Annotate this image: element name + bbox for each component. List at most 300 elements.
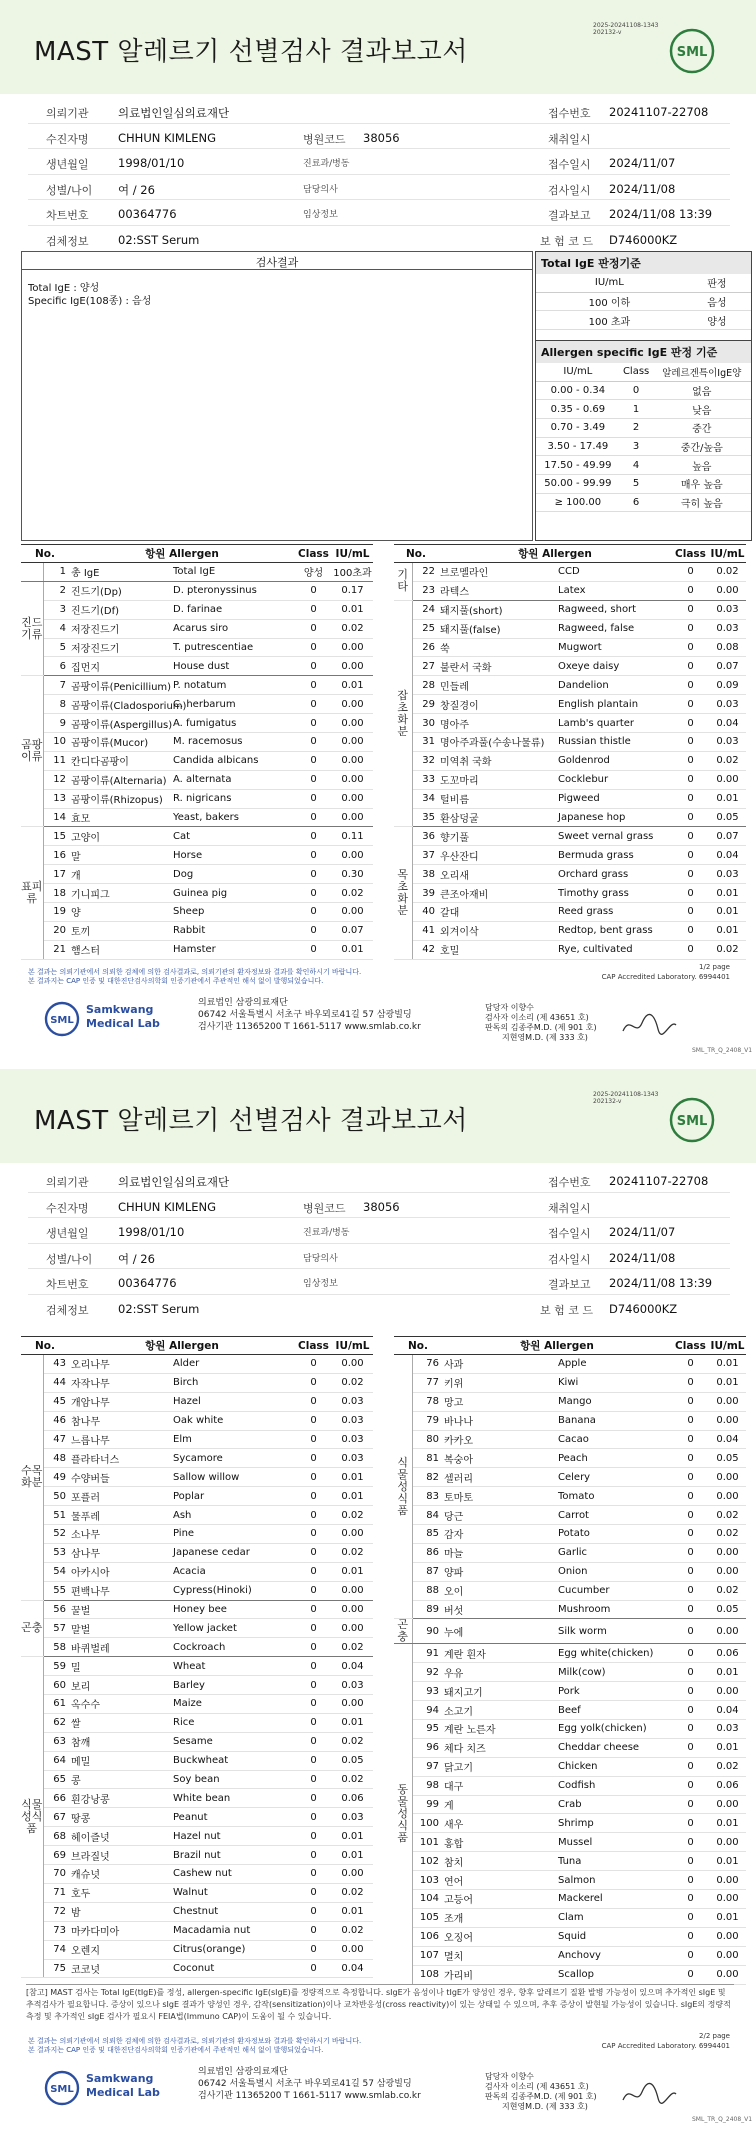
allergen-class: 0: [295, 1487, 332, 1506]
criteria-cell: 100 이하: [536, 292, 683, 311]
allergen-value: 0.01: [332, 600, 373, 619]
allergen-no: 16: [43, 846, 69, 865]
allergen-english: Alder: [173, 1355, 295, 1374]
allergen-class: 0: [672, 808, 709, 827]
allergen-english: Sallow willow: [173, 1468, 295, 1487]
allergen-korean: 소나무: [69, 1525, 173, 1544]
allergen-value: 0.00: [332, 1940, 373, 1959]
allergen-no: 41: [412, 921, 438, 940]
allergen-korean: 편백나무: [69, 1581, 173, 1600]
allergen-english: Cockroach: [173, 1638, 295, 1657]
allergen-no: 71: [43, 1883, 69, 1902]
allergen-english: Pine: [173, 1525, 295, 1544]
criteria-cell: 6: [620, 493, 653, 512]
allergen-row: [21, 751, 373, 770]
allergen-value: 0.02: [709, 1525, 746, 1544]
svg-text:SML: SML: [50, 2084, 74, 2095]
allergen-class: 0: [295, 1902, 332, 1921]
criteria-cell: ≥ 100.00: [536, 493, 620, 512]
result-box: 검사결과 Total IgE : 양성 Specific IgE(108종) : 음성: [21, 251, 533, 541]
allergen-value: 0.01: [332, 940, 373, 959]
allergen-class: 0: [672, 1600, 709, 1619]
allergen-korean: 도꼬마리: [438, 770, 558, 789]
allergen-value: 0.02: [332, 1770, 373, 1789]
allergen-korean: 연어: [442, 1871, 558, 1890]
allergen-value: 0.04: [709, 846, 746, 865]
allergen-class: 0: [295, 827, 332, 846]
allergen-korean: 망고: [442, 1392, 558, 1411]
allergen-no: 13: [43, 789, 69, 808]
allergen-korean: 진드기(Df): [69, 600, 173, 619]
allergen-english: Anchovy: [558, 1946, 672, 1965]
allergen-english: Japanese hop: [558, 808, 672, 827]
patient-info: 의뢰기관 의료법인일심의료재단 접수번호 20241107-22708 수진자명 CHHUN KIMLENG 병원코드 38056 채취일시 생년월일 1998/01/10 진료과/병동 접수일시 2024/11/07 성별/나이 여 / 26 담당의사 검사일시 2024/11/08 차트번호 00364776 임상정보 결과보고 2024/11/08 13:39 검체정보 02:SST Serum 보 험 코 드 D746000KZ: [28, 1167, 730, 1320]
allergen-english: Redtop, bent grass: [558, 921, 672, 940]
allergen-english: Cat: [173, 827, 295, 846]
allergen-korean: 향기풀: [438, 827, 558, 846]
allergen-table-left: No. 항원 Allergen Class IU/mL 1 총 IgE Total IgE 양성 100초과 진드기류 2 진드기(Dp) D. pteronyssinus 0 0.17 3 진드기(Df) D. farinae 0 0.01 4 저장진드기 Acarus siro 0 0.02 5 저장진드기 T. putrescentiae 0 0.00 6 집먼지 House dust 0 0.00 곰팡이류 7 곰팡이류(Penicillium) P. notatum 0 0.01 8 곰팡이류(Cladosporium) C. herbarum 0 0.00 9 곰팡이류(Aspergillus) A. fumigatus 0 0.00 10 곰팡이류(Mucor) M. racemosus 0 0.00 11 칸디다곰팡이 Candida albicans 0 0.00 12 곰팡이류(Alternaria) A. alternata 0 0.00 13 곰팡이류(Rhizopus) R. nigricans 0 0.00 14 효모 Yeast, bakers 0 0.00 표피류 15 고양이 Cat 0 0.11 16 말 Horse 0 0.00 17 개 Dog 0 0.30 18 기니피그 Guinea pig 0 0.02 19 양 Sheep 0 0.00 20 토끼 Rabbit 0 0.07 21 햄스터 Hamster 0 0.01: [21, 544, 373, 960]
sml-logo-icon: [669, 28, 715, 74]
allergen-class: 0: [672, 1890, 709, 1909]
allergen-row: [21, 695, 373, 714]
allergen-value: 100초과: [332, 563, 373, 582]
allergen-english: Japanese cedar: [173, 1543, 295, 1562]
allergen-class: 0: [672, 1701, 709, 1720]
allergen-no: 22: [412, 563, 438, 582]
allergen-no: 32: [412, 751, 438, 770]
criteria-cell: 중간/높음: [653, 437, 752, 456]
allergen-korean: 복숭아: [442, 1449, 558, 1468]
allergen-korean: 고등어: [442, 1890, 558, 1909]
allergen-english: Oxeye daisy: [558, 657, 672, 676]
allergen-row: [21, 1506, 373, 1525]
allergen-english: Mugwort: [558, 638, 672, 657]
allergen-row: [21, 808, 373, 827]
allergen-no: 57: [43, 1619, 69, 1638]
allergen-english: White bean: [173, 1789, 295, 1808]
allergen-class: 0: [672, 1720, 709, 1739]
allergen-row: [394, 770, 746, 789]
allergen-class: 0: [672, 657, 709, 676]
allergen-row: [394, 1543, 746, 1562]
allergen-row: [394, 733, 746, 752]
allergen-no: 100: [412, 1814, 442, 1833]
allergen-value: 0.00: [709, 770, 746, 789]
allergen-english: Yeast, bakers: [173, 808, 295, 827]
criteria-cell: 3: [620, 437, 653, 456]
allergen-class: 0: [672, 1411, 709, 1430]
allergen-value: 0.01: [709, 903, 746, 922]
allergen-value: 0.01: [709, 1355, 746, 1374]
allergen-row: [21, 581, 373, 600]
allergen-no: 3: [43, 600, 69, 619]
allergen-row: [21, 1543, 373, 1562]
allergen-korean: 대구: [442, 1776, 558, 1795]
allergen-class: 양성: [295, 563, 332, 582]
allergen-korean: 캐슈넛: [69, 1865, 173, 1884]
allergen-no: 96: [412, 1738, 442, 1757]
category-label: [21, 563, 43, 582]
allergen-row: [394, 1355, 746, 1374]
allergen-row: [394, 638, 746, 657]
allergen-english: Latex: [558, 581, 672, 600]
allergen-english: Brazil nut: [173, 1846, 295, 1865]
allergen-no: 105: [412, 1908, 442, 1927]
allergen-row: [21, 657, 373, 676]
allergen-no: 26: [412, 638, 438, 657]
allergen-class: 0: [672, 884, 709, 903]
allergen-class: 0: [295, 714, 332, 733]
signature-icon: [620, 2080, 680, 2111]
allergen-class: 0: [672, 846, 709, 865]
allergen-korean: 밤: [69, 1902, 173, 1921]
allergen-english: Ragweed, short: [558, 600, 672, 619]
allergen-class: 0: [295, 1657, 332, 1676]
allergen-row: [394, 1525, 746, 1544]
allergen-no: 45: [43, 1392, 69, 1411]
allergen-no: 99: [412, 1795, 442, 1814]
allergen-value: 0.00: [709, 1619, 746, 1644]
allergen-row: [394, 600, 746, 619]
allergen-english: Sesame: [173, 1732, 295, 1751]
allergen-korean: 포플러: [69, 1487, 173, 1506]
allergen-row: [21, 1789, 373, 1808]
allergen-english: Soy bean: [173, 1770, 295, 1789]
allergen-no: 101: [412, 1833, 442, 1852]
allergen-class: 0: [672, 1373, 709, 1392]
allergen-english: Cashew nut: [173, 1865, 295, 1884]
allergen-korean: 곰팡이류(Penicillium): [69, 676, 173, 695]
allergen-class: 0: [295, 1638, 332, 1657]
allergen-no: 98: [412, 1776, 442, 1795]
allergen-class: 0: [295, 921, 332, 940]
allergen-row: [21, 1846, 373, 1865]
allergen-no: 67: [43, 1808, 69, 1827]
allergen-value: 0.02: [332, 1883, 373, 1902]
criteria-cell: 0.00 - 0.34: [536, 381, 620, 400]
allergen-korean: 개: [69, 865, 173, 884]
allergen-value: 0.00: [332, 770, 373, 789]
allergen-value: 0.04: [709, 714, 746, 733]
allergen-english: Russian thistle: [558, 733, 672, 752]
allergen-korean: 말벌: [69, 1619, 173, 1638]
allergen-row: [21, 1940, 373, 1959]
allergen-korean: 꿀벌: [69, 1600, 173, 1619]
allergen-class: 0: [295, 638, 332, 657]
allergen-value: 0.09: [709, 676, 746, 695]
allergen-english: Potato: [558, 1525, 672, 1544]
allergen-class: 0: [295, 657, 332, 676]
allergen-korean: 오징어: [442, 1927, 558, 1946]
allergen-english: Acarus siro: [173, 619, 295, 638]
allergen-row: [394, 1373, 746, 1392]
allergen-english: A. fumigatus: [173, 714, 295, 733]
allergen-english: Yellow jacket: [173, 1619, 295, 1638]
allergen-korean: 곰팡이류(Alternaria): [69, 770, 173, 789]
allergen-korean: 아카시아: [69, 1562, 173, 1581]
allergen-no: 29: [412, 695, 438, 714]
allergen-row: [394, 1701, 746, 1720]
allergen-no: 40: [412, 903, 438, 922]
signature-icon: [620, 1011, 680, 1042]
allergen-korean: 말: [69, 846, 173, 865]
allergen-korean: 외겨이삭: [438, 921, 558, 940]
allergen-no: 31: [412, 733, 438, 752]
allergen-value: 0.30: [332, 865, 373, 884]
allergen-no: 75: [43, 1959, 69, 1978]
allergen-value: 0.01: [332, 1827, 373, 1846]
allergen-korean: 명아주: [438, 714, 558, 733]
allergen-value: 0.05: [709, 1449, 746, 1468]
allergen-class: 0: [295, 808, 332, 827]
allergen-english: Ash: [173, 1506, 295, 1525]
allergen-class: 0: [295, 600, 332, 619]
criteria-cell: 극히 높음: [653, 493, 752, 512]
allergen-english: R. nigricans: [173, 789, 295, 808]
allergen-class: 0: [672, 714, 709, 733]
allergen-class: 0: [295, 1506, 332, 1525]
allergen-no: 4: [43, 619, 69, 638]
allergen-value: 0.00: [709, 1795, 746, 1814]
allergen-row: [394, 1927, 746, 1946]
allergen-english: Apple: [558, 1355, 672, 1374]
specific-ige-criteria: Allergen specific IgE 판정 기준 IU/mL Class 알레르겐특이IgE양 0.00 - 0.34 0 없음 0.35 - 0.69 1 낮음 0.70 - 3.49 2 중간 3.50 - 17.49 3 중간/높음 17.50 - 49.99 4 높음 50.00 - 99.99 5 매우 높음 ≥ 100.00 6 극히 높음: [535, 340, 752, 541]
allergen-korean: 자작나무: [69, 1373, 173, 1392]
allergen-no: 53: [43, 1543, 69, 1562]
allergen-class: 0: [672, 1663, 709, 1682]
allergen-row: [394, 1449, 746, 1468]
criteria-row: [536, 474, 751, 493]
allergen-row: [394, 808, 746, 827]
document-number: 2025-20241108-1343 202132-v: [593, 22, 659, 36]
allergen-value: 0.01: [709, 884, 746, 903]
allergen-value: 0.01: [332, 1846, 373, 1865]
allergen-row: [394, 1487, 746, 1506]
allergen-value: 0.06: [332, 1789, 373, 1808]
allergen-no: 66: [43, 1789, 69, 1808]
allergen-english: Birch: [173, 1373, 295, 1392]
allergen-english: Cucumber: [558, 1581, 672, 1600]
allergen-english: Hamster: [173, 940, 295, 959]
allergen-class: 0: [295, 1619, 332, 1638]
allergen-no: 38: [412, 865, 438, 884]
allergen-class: 0: [295, 1581, 332, 1600]
allergen-no: 70: [43, 1865, 69, 1884]
allergen-class: 0: [672, 1795, 709, 1814]
allergen-korean: 바퀴벌레: [69, 1638, 173, 1657]
allergen-no: 72: [43, 1902, 69, 1921]
allergen-no: 15: [43, 827, 69, 846]
allergen-class: 0: [295, 1959, 332, 1978]
criteria-cell: 0: [620, 381, 653, 400]
allergen-class: 0: [295, 1373, 332, 1392]
allergen-korean: 흰강낭콩: [69, 1789, 173, 1808]
allergen-no: 20: [43, 921, 69, 940]
allergen-no: 30: [412, 714, 438, 733]
allergen-class: 0: [672, 1814, 709, 1833]
allergen-value: 0.11: [332, 827, 373, 846]
criteria-row: [536, 456, 751, 475]
samkwang-logo-icon: [44, 1001, 80, 1040]
allergen-korean: 코코넛: [69, 1959, 173, 1978]
allergen-value: 0.00: [709, 1543, 746, 1562]
allergen-no: 36: [412, 827, 438, 846]
allergen-korean: 수양버들: [69, 1468, 173, 1487]
allergen-english: Total IgE: [173, 563, 295, 582]
allergen-class: 0: [672, 1682, 709, 1701]
allergen-no: 50: [43, 1487, 69, 1506]
allergen-class: 0: [672, 1392, 709, 1411]
allergen-class: 0: [295, 1411, 332, 1430]
allergen-english: Sycamore: [173, 1449, 295, 1468]
category-label: 곤충: [394, 1619, 412, 1644]
allergen-korean: 곰팡이류(Mucor): [69, 733, 173, 752]
allergen-english: Wheat: [173, 1657, 295, 1676]
allergen-row: [21, 1751, 373, 1770]
svg-text:SML: SML: [676, 1114, 708, 1129]
allergen-value: 0.01: [709, 1814, 746, 1833]
allergen-no: 24: [412, 600, 438, 619]
allergen-value: 0.05: [332, 1751, 373, 1770]
allergen-row: [21, 1883, 373, 1902]
reference-note: [참고] MAST 검사는 Total IgE(tIgE)를 정성, allergen-specific IgE(sIgE)를 정량적으로 측정합니다. sIgE가 음성이나 tIgE가 양성인 경우, 향후 알레르기 질환 발병 가능성이 있으며 추가적인 sIgE 및 추적검사가 필요합니다. 증상이 있으나 sIgE 결과가 양성인 경우, 감작(sensitization)이나 교차반응성(cross reactivity)이 있는 상태일 수 있으며, 추후 증상이 발현될 가능성이 있습니다. sIgE의 정량적 측정 및 추가적인 sIgE 검사가 필요시 FEIA법(Immuno CAP)이 도움이 될 수 있습니다.: [26, 1984, 734, 2023]
allergen-no: 95: [412, 1720, 442, 1739]
allergen-no: 92: [412, 1663, 442, 1682]
allergen-row: [21, 846, 373, 865]
allergen-class: 0: [295, 770, 332, 789]
allergen-korean: 토마토: [442, 1487, 558, 1506]
allergen-korean: 호밀: [438, 940, 558, 959]
allergen-no: 8: [43, 695, 69, 714]
criteria-cell: 5: [620, 474, 653, 493]
allergen-row: [21, 1770, 373, 1789]
allergen-no: 59: [43, 1657, 69, 1676]
allergen-english: Kiwi: [558, 1373, 672, 1392]
allergen-english: Cheddar cheese: [558, 1738, 672, 1757]
allergen-row: [394, 789, 746, 808]
allergen-value: 0.01: [709, 1738, 746, 1757]
allergen-korean: 불란서 국화: [438, 657, 558, 676]
allergen-row: [394, 1757, 746, 1776]
allergen-english: Mushroom: [558, 1600, 672, 1619]
allergen-row: [21, 1600, 373, 1619]
allergen-class: 0: [672, 1946, 709, 1965]
criteria-cell: 높음: [653, 456, 752, 475]
allergen-korean: 곰팡이류(Cladosporium): [69, 695, 173, 714]
criteria-cell: 0.35 - 0.69: [536, 400, 620, 419]
allergen-value: 0.00: [332, 789, 373, 808]
allergen-row: [21, 1921, 373, 1940]
allergen-class: 0: [295, 751, 332, 770]
allergen-row: [394, 563, 746, 582]
allergen-value: 0.00: [332, 695, 373, 714]
allergen-no: 39: [412, 884, 438, 903]
allergen-english: Lamb's quarter: [558, 714, 672, 733]
allergen-no: 58: [43, 1638, 69, 1657]
allergen-class: 0: [295, 1600, 332, 1619]
allergen-class: 0: [672, 1355, 709, 1374]
allergen-english: D. pteronyssinus: [173, 581, 295, 600]
category-label: 동물성식품: [394, 1644, 412, 1984]
allergen-english: Acacia: [173, 1562, 295, 1581]
allergen-row: [21, 1713, 373, 1732]
total-ige-criteria: Total IgE 판정기준 IU/mL 판정 100 이하 음성 100 초과 양성: [535, 251, 752, 341]
allergen-no: 18: [43, 884, 69, 903]
allergen-row: [21, 676, 373, 695]
allergen-class: 0: [672, 695, 709, 714]
allergen-table-right: No. 항원 Allergen Class IU/mL 기타 22 브로멜라인 CCD 0 0.02 23 라텍스 Latex 0 0.00 잡초화분 24 돼지풀(short) Ragweed, short 0 0.03 25 돼지풀(false) Ragweed, false 0 0.03 26 쑥 Mugwort 0 0.08 27 불란서 국화 Oxeye daisy 0 0.07 28 민들레 Dandelion 0 0.09 29 창질경이 English plantain 0 0.03 30 명아주 Lamb's quarter 0 0.04 31 명아주과풀(수송나물류) Russian thistle 0 0.03 32 미역취 국화 Goldenrod 0 0.02 33 도꼬마리 Cocklebur 0 0.00 34 털비름 Pigweed 0 0.01 35 환삼덩굴 Japanese hop 0 0.05 목초화분 36 향기풀 Sweet vernal grass 0 0.07 37 우산잔디 Bermuda grass 0 0.04 38 오리새 Orchard grass 0 0.03 39 큰조아재비 Timothy grass 0 0.01 40 갈대 Reed grass 0 0.01 41 외겨이삭 Redtop, bent grass 0 0.01 42 호밀 Rye, cultivated 0 0.02: [394, 544, 746, 960]
allergen-no: 42: [412, 940, 438, 959]
allergen-korean: 계란 흰자: [442, 1644, 558, 1663]
allergen-class: 0: [672, 827, 709, 846]
allergen-class: 0: [295, 1940, 332, 1959]
allergen-english: Scallop: [558, 1965, 672, 1984]
allergen-row: [394, 846, 746, 865]
allergen-korean: 저장진드기: [69, 619, 173, 638]
allergen-table-left: No. 항원 Allergen Class IU/mL 수목화분 43 오리나무 Alder 0 0.00 44 자작나무 Birch 0 0.02 45 개암나무 Hazel 0 0.03 46 참나무 Oak white 0 0.03 47 느릅나무 Elm 0 0.03 48 플라타너스 Sycamore 0 0.03 49 수양버들 Sallow willow 0 0.01 50 포플러 Poplar 0 0.01 51 물푸레 Ash 0 0.02 52 소나무 Pine 0 0.00 53 삼나무 Japanese cedar 0 0.02 54 아카시아 Acacia 0 0.01 55 편백나무 Cypress(Hinoki) 0 0.00 곤충 56 꿀벌 Honey bee 0 0.00 57 말벌 Yellow jacket 0 0.00 58 바퀴벌레 Cockroach 0 0.02 식물성식품 59 밀 Wheat 0 0.04 60 보리 Barley 0 0.03 61 옥수수 Maize 0 0.00 62 쌀 Rice 0 0.01 63 참깨 Sesame 0 0.02 64 메밀 Buckwheat 0 0.05 65 콩 Soy bean 0 0.02 66 흰강낭콩 White bean 0 0.06 67 땅콩 Peanut 0 0.03 68 헤이즐넛 Hazel nut 0 0.01 69 브라질넛 Brazil nut 0 0.01 70 캐슈넛 Cashew nut 0 0.00 71 호두 Walnut 0 0.02 72 밤 Chestnut 0 0.01 73 마카다미아 Macadamia nut 0 0.02 74 오렌지 Citrus(orange) 0 0.00 75 코코넛 Coconut 0 0.04: [21, 1336, 373, 1978]
allergen-value: 0.00: [332, 1695, 373, 1714]
allergen-row: [394, 1890, 746, 1909]
allergen-english: Carrot: [558, 1506, 672, 1525]
criteria-cell: 2: [620, 418, 653, 437]
allergen-row: [394, 751, 746, 770]
allergen-row: [394, 1430, 746, 1449]
allergen-no: 49: [43, 1468, 69, 1487]
allergen-korean: 개암나무: [69, 1392, 173, 1411]
allergen-row: [21, 1373, 373, 1392]
criteria-cell: 낮음: [653, 400, 752, 419]
allergen-row: [394, 884, 746, 903]
allergen-class: 0: [295, 733, 332, 752]
allergen-value: 0.00: [709, 1411, 746, 1430]
allergen-value: 0.00: [332, 733, 373, 752]
allergen-row: [21, 789, 373, 808]
allergen-no: 48: [43, 1449, 69, 1468]
allergen-row: [394, 921, 746, 940]
allergen-korean: 양파: [442, 1562, 558, 1581]
allergen-class: 0: [295, 1732, 332, 1751]
allergen-row: [21, 1355, 373, 1374]
allergen-korean: 기니피그: [69, 884, 173, 903]
criteria-row: [536, 418, 751, 437]
allergen-row: [21, 1695, 373, 1714]
allergen-value: 0.03: [332, 1392, 373, 1411]
allergen-class: 0: [295, 1865, 332, 1884]
criteria-row: [536, 292, 751, 311]
allergen-class: 0: [295, 1751, 332, 1770]
allergen-row: [394, 676, 746, 695]
allergen-row: [394, 865, 746, 884]
allergen-row: [21, 1449, 373, 1468]
sml-logo-icon: [669, 1097, 715, 1143]
allergen-english: Banana: [558, 1411, 672, 1430]
allergen-value: 0.00: [709, 581, 746, 600]
allergen-row: [394, 1644, 746, 1663]
allergen-english: Buckwheat: [173, 1751, 295, 1770]
allergen-english: Pork: [558, 1682, 672, 1701]
allergen-no: 82: [412, 1468, 442, 1487]
allergen-row: [21, 600, 373, 619]
allergen-no: 14: [43, 808, 69, 827]
allergen-value: 0.00: [709, 1833, 746, 1852]
allergen-korean: 키위: [442, 1373, 558, 1392]
allergen-row: [394, 827, 746, 846]
allergen-korean: 저장진드기: [69, 638, 173, 657]
allergen-english: Pigweed: [558, 789, 672, 808]
allergen-english: Cocklebur: [558, 770, 672, 789]
allergen-value: 0.00: [332, 903, 373, 922]
allergen-english: Egg yolk(chicken): [558, 1720, 672, 1739]
